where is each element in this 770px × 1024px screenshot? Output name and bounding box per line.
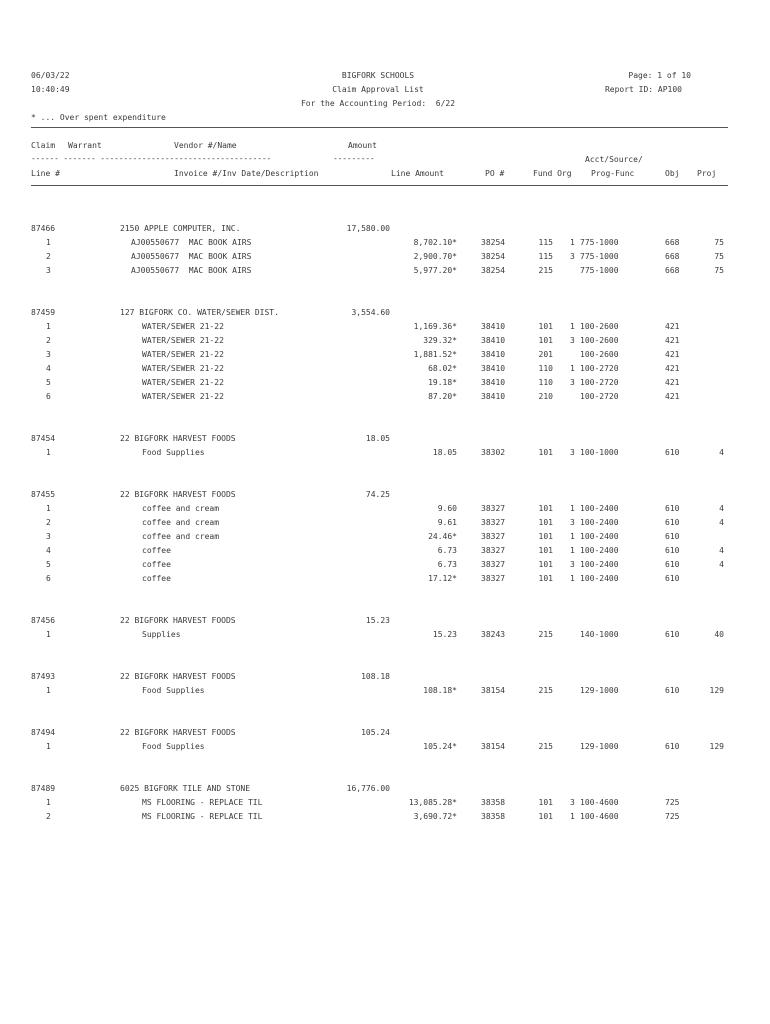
report-time: 10:40:49 — [31, 85, 70, 94]
line-description: WATER/SEWER 21-22 — [142, 350, 224, 359]
line-description: AJ00550677 MAC BOOK AIRS — [131, 238, 252, 247]
line-number: 4 — [46, 546, 51, 555]
line-number: 1 — [46, 798, 51, 807]
po-number: 38302 — [481, 448, 506, 457]
line-amount: 9.60 — [437, 504, 457, 513]
fund-code: 115 — [538, 252, 553, 261]
line-number: 2 — [46, 336, 51, 345]
claim-amount: 18.05 — [365, 434, 390, 443]
line-description: coffee — [142, 574, 171, 583]
org-code: 1 — [570, 812, 575, 821]
claim-amount: 16,776.00 — [346, 784, 390, 793]
line-number: 5 — [46, 378, 51, 387]
line-number: 6 — [46, 392, 51, 401]
org-code: 1 — [570, 546, 575, 555]
prog-func: 100-2400 — [580, 504, 619, 513]
proj-code: 4 — [719, 546, 724, 555]
prog-func: 775-1000 — [580, 238, 619, 247]
org-code: 3 — [570, 798, 575, 807]
line-amount: 2,900.70* — [413, 252, 457, 261]
col-prog-func: Prog-Func — [591, 169, 635, 178]
prog-func: 100-2400 — [580, 560, 619, 569]
claim-number: 87494 — [31, 728, 56, 737]
obj-code: 610 — [665, 742, 680, 751]
line-amount: 68.02* — [428, 364, 457, 373]
obj-code: 725 — [665, 812, 680, 821]
line-number: 1 — [46, 630, 51, 639]
overspent-legend: * ... Over spent expenditure — [31, 113, 166, 122]
line-description: Supplies — [142, 630, 181, 639]
line-description: AJ00550677 MAC BOOK AIRS — [131, 252, 252, 261]
accounting-period: For the Accounting Period: 6/22 — [300, 99, 456, 108]
po-number: 38327 — [481, 504, 506, 513]
po-number: 38327 — [481, 560, 506, 569]
fund-code: 101 — [538, 574, 553, 583]
fund-code: 215 — [538, 686, 553, 695]
col-dashes-1: ------ ------- ------------------------------------- — [31, 154, 272, 163]
line-amount: 105.24* — [423, 742, 457, 751]
fund-code: 115 — [538, 238, 553, 247]
obj-code: 421 — [665, 392, 680, 401]
po-number: 38410 — [481, 322, 506, 331]
fund-code: 201 — [538, 350, 553, 359]
line-amount: 13,085.28* — [408, 798, 457, 807]
fund-code: 101 — [538, 336, 553, 345]
prog-func: 100-1000 — [580, 448, 619, 457]
col-vendor: Vendor #/Name — [174, 141, 237, 150]
obj-code: 725 — [665, 798, 680, 807]
line-description: WATER/SEWER 21-22 — [142, 364, 224, 373]
prog-func: 100-2600 — [580, 336, 619, 345]
claim-amount: 17,580.00 — [346, 224, 390, 233]
claim-amount: 15.23 — [365, 616, 390, 625]
vendor-name: 22 BIGFORK HARVEST FOODS — [120, 434, 236, 443]
report-id: Report ID: AP100 — [604, 85, 682, 94]
claim-number: 87466 — [31, 224, 56, 233]
fund-code: 101 — [538, 518, 553, 527]
col-fund-org: Fund Org — [533, 169, 572, 178]
line-number: 2 — [46, 518, 51, 527]
line-description: AJ00550677 MAC BOOK AIRS — [131, 266, 252, 275]
line-amount: 87.20* — [428, 392, 457, 401]
fund-code: 110 — [538, 378, 553, 387]
obj-code: 421 — [665, 350, 680, 359]
line-description: Food Supplies — [142, 742, 205, 751]
claim-number: 87493 — [31, 672, 56, 681]
po-number: 38410 — [481, 350, 506, 359]
line-amount: 1,881.52* — [413, 350, 457, 359]
claim-number: 87454 — [31, 434, 56, 443]
line-amount: 329.32* — [423, 336, 457, 345]
prog-func: 100-2600 — [580, 322, 619, 331]
proj-code: 4 — [719, 504, 724, 513]
obj-code: 421 — [665, 378, 680, 387]
col-claim: Claim — [31, 141, 56, 150]
line-number: 2 — [46, 812, 51, 821]
prog-func: 100-2720 — [580, 392, 619, 401]
col-proj: Proj — [697, 169, 717, 178]
po-number: 38410 — [481, 364, 506, 373]
prog-func: 775-1000 — [580, 266, 619, 275]
fund-code: 101 — [538, 504, 553, 513]
vendor-name: 22 BIGFORK HARVEST FOODS — [120, 490, 236, 499]
line-description: WATER/SEWER 21-22 — [142, 392, 224, 401]
prog-func: 129-1000 — [580, 742, 619, 751]
obj-code: 668 — [665, 252, 680, 261]
line-description: MS FLOORING - REPLACE TIL — [142, 812, 263, 821]
claim-amount: 108.18 — [361, 672, 390, 681]
po-number: 38410 — [481, 378, 506, 387]
line-amount: 18.05 — [432, 448, 457, 457]
org-code: 3 — [570, 560, 575, 569]
col-po: PO # — [485, 169, 505, 178]
obj-code: 421 — [665, 364, 680, 373]
line-number: 1 — [46, 448, 51, 457]
fund-code: 101 — [538, 532, 553, 541]
org-code: 1 — [570, 364, 575, 373]
obj-code: 610 — [665, 532, 680, 541]
proj-code: 4 — [719, 448, 724, 457]
obj-code: 610 — [665, 630, 680, 639]
prog-func: 100-2400 — [580, 574, 619, 583]
fund-code: 101 — [538, 812, 553, 821]
org-code: 3 — [570, 518, 575, 527]
obj-code: 668 — [665, 238, 680, 247]
obj-code: 668 — [665, 266, 680, 275]
line-amount: 17.12* — [428, 574, 457, 583]
po-number: 38327 — [481, 546, 506, 555]
line-description: coffee — [142, 560, 171, 569]
line-amount: 5,977.20* — [413, 266, 457, 275]
line-description: Food Supplies — [142, 686, 205, 695]
po-number: 38254 — [481, 252, 506, 261]
col-warrant: Warrant — [68, 141, 102, 150]
line-number: 6 — [46, 574, 51, 583]
org-code: 1 — [570, 238, 575, 247]
po-number: 38358 — [481, 812, 506, 821]
fund-code: 101 — [538, 546, 553, 555]
po-number: 38358 — [481, 798, 506, 807]
obj-code: 421 — [665, 322, 680, 331]
prog-func: 100-2720 — [580, 378, 619, 387]
line-amount: 24.46* — [428, 532, 457, 541]
po-number: 38327 — [481, 532, 506, 541]
obj-code: 610 — [665, 686, 680, 695]
prog-func: 140-1000 — [580, 630, 619, 639]
claim-number: 87459 — [31, 308, 56, 317]
page-number: Page: 1 of 10 — [628, 71, 691, 80]
line-description: Food Supplies — [142, 448, 205, 457]
line-amount: 9.61 — [437, 518, 457, 527]
line-amount: 108.18* — [423, 686, 457, 695]
obj-code: 610 — [665, 448, 680, 457]
claim-amount: 105.24 — [361, 728, 390, 737]
org-code: 1 — [570, 322, 575, 331]
line-amount: 15.23 — [432, 630, 457, 639]
line-number: 3 — [46, 350, 51, 359]
fund-code: 101 — [538, 560, 553, 569]
fund-code: 101 — [538, 798, 553, 807]
line-description: coffee and cream — [142, 532, 220, 541]
prog-func: 100-2400 — [580, 518, 619, 527]
obj-code: 610 — [665, 518, 680, 527]
line-number: 1 — [46, 238, 51, 247]
line-number: 4 — [46, 364, 51, 373]
line-description: coffee and cream — [142, 504, 220, 513]
report-title: Claim Approval List — [332, 85, 424, 94]
line-number: 3 — [46, 266, 51, 275]
obj-code: 610 — [665, 546, 680, 555]
claim-amount: 74.25 — [365, 490, 390, 499]
po-number: 38254 — [481, 238, 506, 247]
vendor-name: 2150 APPLE COMPUTER, INC. — [120, 224, 241, 233]
fund-code: 215 — [538, 266, 553, 275]
col-line-amount: Line Amount — [391, 169, 444, 178]
vendor-name: 22 BIGFORK HARVEST FOODS — [120, 728, 236, 737]
proj-code: 4 — [719, 518, 724, 527]
vendor-name: 6025 BIGFORK TILE AND STONE — [120, 784, 251, 793]
org-code: 1 — [570, 504, 575, 513]
po-number: 38243 — [481, 630, 506, 639]
po-number: 38254 — [481, 266, 506, 275]
prog-func: 100-2720 — [580, 364, 619, 373]
fund-code: 215 — [538, 742, 553, 751]
line-amount: 19.18* — [428, 378, 457, 387]
col-line: Line # — [31, 169, 60, 178]
obj-code: 421 — [665, 336, 680, 345]
line-amount: 6.73 — [437, 560, 457, 569]
line-number: 1 — [46, 322, 51, 331]
col-amount: Amount — [348, 141, 377, 150]
org-name: BIGFORK SCHOOLS — [341, 71, 415, 80]
org-code: 1 — [570, 574, 575, 583]
prog-func: 100-2600 — [580, 350, 619, 359]
line-description: coffee — [142, 546, 171, 555]
org-code: 3 — [570, 448, 575, 457]
fund-code: 210 — [538, 392, 553, 401]
proj-code: 129 — [709, 686, 724, 695]
vendor-name: 127 BIGFORK CO. WATER/SEWER DIST. — [120, 308, 279, 317]
line-amount: 3,690.72* — [413, 812, 457, 821]
prog-func: 100-2400 — [580, 546, 619, 555]
line-description: WATER/SEWER 21-22 — [142, 322, 224, 331]
po-number: 38327 — [481, 518, 506, 527]
fund-code: 110 — [538, 364, 553, 373]
line-number: 2 — [46, 252, 51, 261]
col-dashes-2: --------- — [333, 154, 375, 163]
line-number: 3 — [46, 532, 51, 541]
proj-code: 4 — [719, 560, 724, 569]
proj-code: 40 — [714, 630, 724, 639]
claim-amount: 3,554.60 — [351, 308, 390, 317]
po-number: 38410 — [481, 392, 506, 401]
po-number: 38154 — [481, 686, 506, 695]
header-rule-bottom — [31, 185, 728, 186]
proj-code: 75 — [714, 266, 724, 275]
obj-code: 610 — [665, 560, 680, 569]
po-number: 38410 — [481, 336, 506, 345]
line-description: coffee and cream — [142, 518, 220, 527]
po-number: 38327 — [481, 574, 506, 583]
proj-code: 75 — [714, 238, 724, 247]
claim-number: 87455 — [31, 490, 56, 499]
po-number: 38154 — [481, 742, 506, 751]
prog-func: 775-1000 — [580, 252, 619, 261]
line-description: MS FLOORING - REPLACE TIL — [142, 798, 263, 807]
line-number: 1 — [46, 742, 51, 751]
line-number: 5 — [46, 560, 51, 569]
report-date: 06/03/22 — [31, 71, 70, 80]
fund-code: 101 — [538, 448, 553, 457]
org-code: 3 — [570, 336, 575, 345]
col-acct-source: Acct/Source/ — [585, 155, 643, 164]
obj-code: 610 — [665, 504, 680, 513]
org-code: 3 — [570, 378, 575, 387]
line-number: 1 — [46, 504, 51, 513]
line-amount: 1,169.36* — [413, 322, 457, 331]
header-rule-top — [31, 127, 728, 128]
org-code: 1 — [570, 532, 575, 541]
proj-code: 75 — [714, 252, 724, 261]
vendor-name: 22 BIGFORK HARVEST FOODS — [120, 616, 236, 625]
fund-code: 215 — [538, 630, 553, 639]
line-description: WATER/SEWER 21-22 — [142, 378, 224, 387]
org-code: 3 — [570, 252, 575, 261]
line-amount: 8,702.10* — [413, 238, 457, 247]
prog-func: 129-1000 — [580, 686, 619, 695]
col-invoice: Invoice #/Inv Date/Description — [174, 169, 319, 178]
col-obj: Obj — [665, 169, 680, 178]
obj-code: 610 — [665, 574, 680, 583]
prog-func: 100-4600 — [580, 798, 619, 807]
prog-func: 100-4600 — [580, 812, 619, 821]
line-number: 1 — [46, 686, 51, 695]
claim-number: 87456 — [31, 616, 56, 625]
vendor-name: 22 BIGFORK HARVEST FOODS — [120, 672, 236, 681]
line-amount: 6.73 — [437, 546, 457, 555]
prog-func: 100-2400 — [580, 532, 619, 541]
claim-number: 87489 — [31, 784, 56, 793]
line-description: WATER/SEWER 21-22 — [142, 336, 224, 345]
fund-code: 101 — [538, 322, 553, 331]
proj-code: 129 — [709, 742, 724, 751]
